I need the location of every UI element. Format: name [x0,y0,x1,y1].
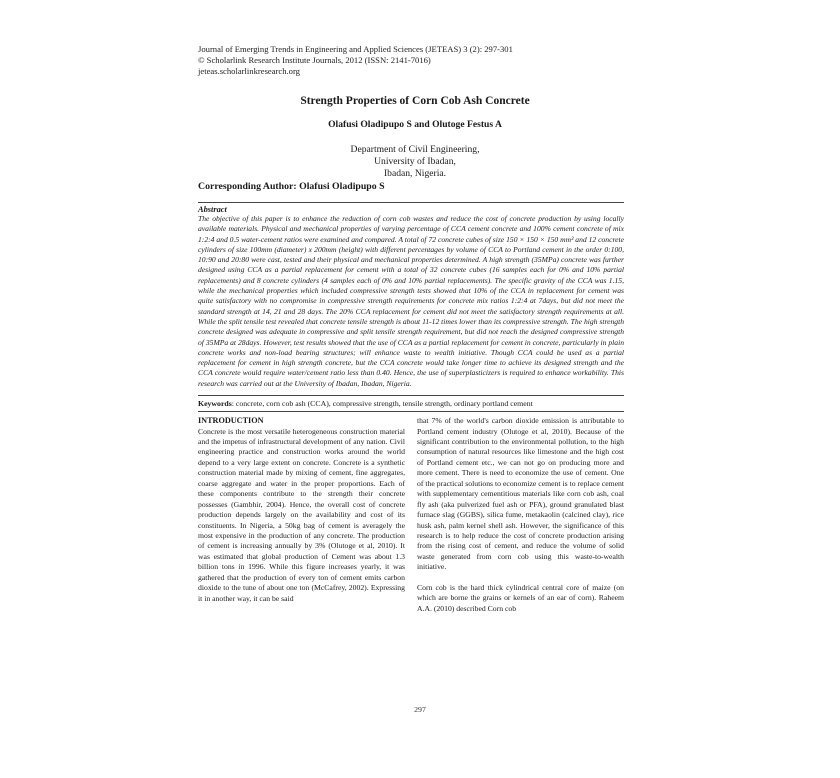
affiliation-university: University of Ibadan, [374,156,456,167]
right-column [417,416,624,614]
keywords-label: Keywords [198,399,232,409]
affiliation-department: Department of Civil Engineering, [350,144,480,155]
intro-heading: INTRODUCTION [198,416,264,426]
abstract-heading: Abstract [198,205,227,214]
abstract-text: The objective of this paper is to enhance the reduction of corn cob wastes and reduce the cost of concrete production by using locally available materials. Physical and mechanical properties of varying percentage of CCA cement concrete and 100% cement concrete of mix 1:2:4 and 0.5 water-cement ratios were examined and compared. A total of 72 concrete cubes of size 150 × 150 × 150 mm³ and 12 concrete cylinders of size 100mm (diameter) x 200mm (height) with different percentages by volume of CCA to Portland cement in the order 0:100, 10:90 and 20:80 were cast, tested and their physical and mechanical properties determined. A high strength (35MPa) concrete was further designed using CCA as a partial replacement for cement with a total of 32 concrete cubes (16 samples each for 0% and 10% partial replacements) and 8 concrete cylinders (4 samples each of 0% and 10% partial replacements). The specific gravity of the CCA was 1.15, while the mechanical properties which included compressive strength tests showed that 10% of the CCA in replacement for cement was quite satisfactory with no compromise in compressive strength requirements for concrete mix ratios 1:2:4 at 7days, but did not meet the standard strength at 14, 21 and 28 days. The 20% CCA replacement for cement did not meet the satisfactory strength requirements at all. While the split tensile test revealed that concrete tensile strength is about 11-12 times lower than its compressive strength. The high strength concrete designed was adequate in compressive and split tensile strength requirement, but did not reach the designed compressive strength of 35MPa at 28days. However, test results showed that the use of CCA as a partial replacement for cement in concrete, particularly in plain concrete works and non-load bearing structures; will enhance waste to wealth initiative. Though CCA could be used as a partial replacement for cement in high strength concrete, but the CCA concrete would take longer time to achieve its designed strength and the CCA concrete would require water/cement ratio less than 0.40. Hence, the use of superplasticizers is required to enhance workability. This research was carried out at the University of Ibadan, Ibadan, Nigeria. [198,214,624,388]
body-columns [198,416,624,614]
paper-title: Strength Properties of Corn Cob Ash Concrete [300,95,530,107]
journal-header [198,44,624,77]
intro-right-text-1: that 7% of the world's carbon dioxide emission is attributable to Portland cement industry (Olutoge et al, 2010). Because of the significant contribution to the environmental pollution, to the high consumption of natural resources like limestone and the high cost of Portland cement etc., we can not go on producing more and more cement. There is need to economize the use of cement. One of the practical solutions to economize cement is to replace cement with supplementary cementitious materials like corn cob ash, coal fly ash (aka pulverized fuel ash or PFA), ground granulated blast furnace slag (GGBS), silica fume, metakaolin (calcined clay), rice husk ash, palm kernel shell ash. However, the significance of this research is to help reduce the cost of concrete production arising from the rising cost of cement, and reduce the volume of solid waste generated from corn cob using this waste-to-wealth initiative. [417,416,624,572]
page-content [198,44,624,614]
keywords-top-rule [198,395,624,396]
intro-left-text: Concrete is the most versatile heterogeneous construction material and the impetus of infrastructural development of any nation. Civil engineering practice and construction works around the world depend to a very large extent on concrete. Concrete is a synthetic construction material made by mixing of cement, fine aggregates, coarse aggregate and water in the proper proportions. Each of these components contribute to the strength their concrete possesses (Gambhir, 2004). Hence, the overall cost of concrete production depends largely on the availability and cost of its constituents. In Nigeria, a 50kg bag of cement is averagely the most expensive in the production of any concrete. The production of cement is increasing annually by 3% (Olutoge et al, 2010). It was estimated that global production of Cement was about 1.3 billion tons in 1996. While this figure increases yearly, it was gathered that the production of every ton of cement emits carbon dioxide to the tune of about one ton (McCafrey, 2002). Expressing it in another way, it can be said [198,426,405,603]
journal-citation: Journal of Emerging Trends in Engineering and Applied Sciences (JETEAS) 3 (2): 297-301 [198,44,513,54]
left-column [198,416,405,614]
journal-website: jeteas.scholarlinkresearch.org [198,66,300,76]
keywords-bottom-rule [198,411,624,412]
corresponding-author: Corresponding Author: Olafusi Oladipupo S [198,181,385,192]
keywords-line [198,399,624,408]
journal-copyright: © Scholarlink Research Institute Journals, 2012 (ISSN: 2141-7016) [198,55,431,65]
affiliation-city: Ibadan, Nigeria. [383,168,447,179]
page-number: 297 [414,705,426,714]
keywords-text: : concrete, corn cob ash (CCA), compressive strength, tensile strength, ordinary portland cement [231,399,533,409]
paper-page [140,0,700,778]
affiliation [206,144,624,180]
paper-authors: Olafusi Oladipupo S and Olutoge Festus A [328,119,502,130]
abstract-top-rule [198,202,624,203]
intro-right-text-2: Corn cob is the hard thick cylindrical central core of maize (on which are borne the grains or kernels of an ear of corn). Raheem A.A. (2010) described Corn cob [417,582,624,613]
